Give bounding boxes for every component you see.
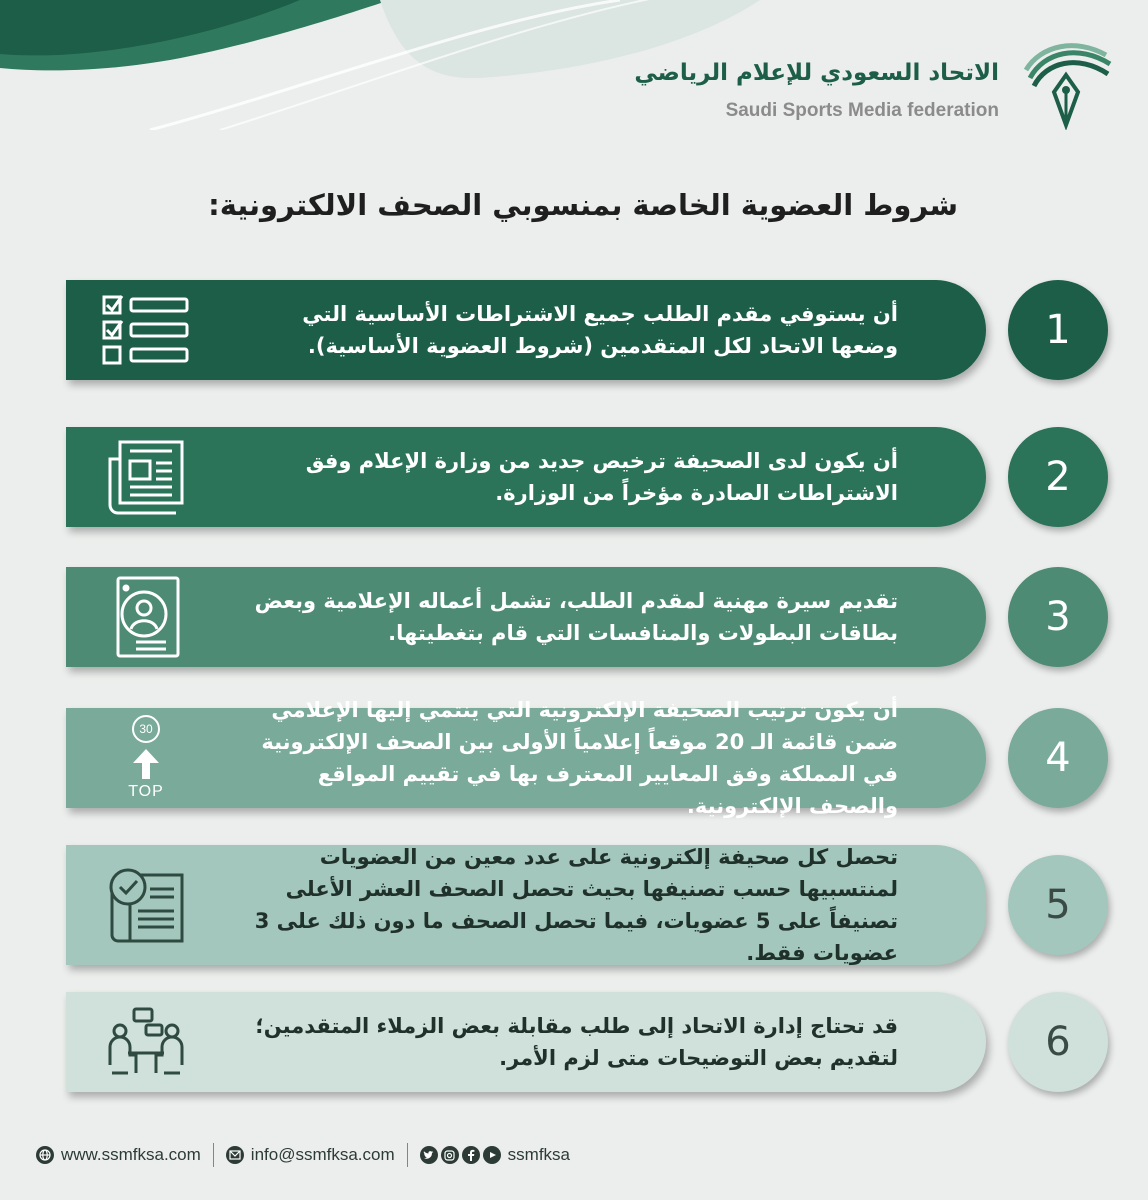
item-4-text: أن يكون ترتيب الصحيفة الإلكترونية التي ينتمي إليها الإعلامي ضمن قائمة الـ 20 موقعاً إعلامياً الأولى بين الصحف الإلكترونية في المملكة وفق المعايير المعترف بها في تقييم المواقع والصحف الإلكترونية. [261, 698, 898, 818]
item-1-bar [66, 280, 986, 380]
list-item [66, 698, 1108, 818]
email-link[interactable]: info@ssmfksa.com [250, 1145, 395, 1164]
social-handle[interactable]: ssmfksa [507, 1145, 570, 1164]
website-link[interactable]: www.ssmfksa.com [61, 1145, 201, 1164]
item-1-text: أن يستوفي مقدم الطلب جميع الاشتراطات الأساسية التي وضعها الاتحاد لكل المتقدمين (شروط العضوية الأساسية). [302, 302, 898, 358]
page-title: شروط العضوية الخاصة بمنسوبي الصحف الالكترونية: [208, 188, 958, 222]
youtube-icon[interactable] [483, 1146, 501, 1164]
ranking-label: TOP [128, 783, 164, 800]
twitter-icon[interactable] [420, 1146, 438, 1164]
approved-document-icon [106, 865, 186, 945]
item-4-bar [66, 698, 986, 818]
item-5-bar [66, 845, 986, 965]
facebook-icon[interactable] [462, 1146, 480, 1164]
profile-document-icon [110, 574, 182, 660]
list-item [66, 992, 1108, 1092]
checklist-icon [101, 293, 191, 367]
item-5-text: تحصل كل صحيفة إلكترونية على عدد معين من العضويات لمنتسبيها حسب تصنيفها بحيث تحصل الصحف العشر الأعلى تصنيفاً على 5 عضويات، فيما تحصل الصحف ما دون ذلك على 3 عضويات فقط. [254, 845, 898, 965]
item-1-number: 1 [1008, 280, 1108, 380]
org-name-arabic: الاتحاد السعودي للإعلام الرياضي [634, 60, 999, 86]
item-2-text: أن يكون لدى الصحيفة ترخيص جديد من وزارة الإعلام وفق الاشتراطات الصادرة مؤخراً من الوزارة. [305, 449, 898, 505]
item-2-number: 2 [1008, 427, 1108, 527]
instagram-icon[interactable] [441, 1146, 459, 1164]
list-item [66, 845, 1108, 965]
up-arrow-icon [131, 747, 161, 781]
item-6-number: 6 [1008, 992, 1108, 1092]
list-item [66, 280, 1108, 380]
footer [36, 1140, 570, 1170]
item-3-number: 3 [1008, 567, 1108, 667]
footer-divider [213, 1143, 214, 1167]
org-name-english: Saudi Sports Media federation [725, 100, 999, 121]
footer-divider [407, 1143, 408, 1167]
interview-icon [106, 1007, 186, 1077]
list-item [66, 567, 1108, 667]
item-5-number: 5 [1008, 855, 1108, 955]
item-6-bar [66, 992, 986, 1092]
item-2-bar [66, 427, 986, 527]
newspaper-icon [106, 439, 186, 515]
federation-logo [596, 30, 1116, 130]
item-6-text: قد تحتاج إدارة الاتحاد إلى طلب مقابلة بعض الزملاء المتقدمين؛ لتقديم بعض التوضيحات متى لزم الأمر. [255, 1014, 898, 1070]
ranking-badge-icon [132, 715, 160, 743]
item-3-bar [66, 567, 986, 667]
item-4-number: 4 [1008, 708, 1108, 808]
top-ranking-icon [66, 708, 226, 808]
globe-icon [36, 1146, 54, 1164]
pen-palm-logo-icon [1016, 30, 1116, 130]
list-item [66, 427, 1108, 527]
ranking-badge-value: 30 [139, 722, 153, 736]
email-icon [226, 1146, 244, 1164]
item-3-text: تقديم سيرة مهنية لمقدم الطلب، تشمل أعماله الإعلامية وبعض بطاقات البطولات والمنافسات التي قام بتغطيتها. [254, 589, 898, 645]
